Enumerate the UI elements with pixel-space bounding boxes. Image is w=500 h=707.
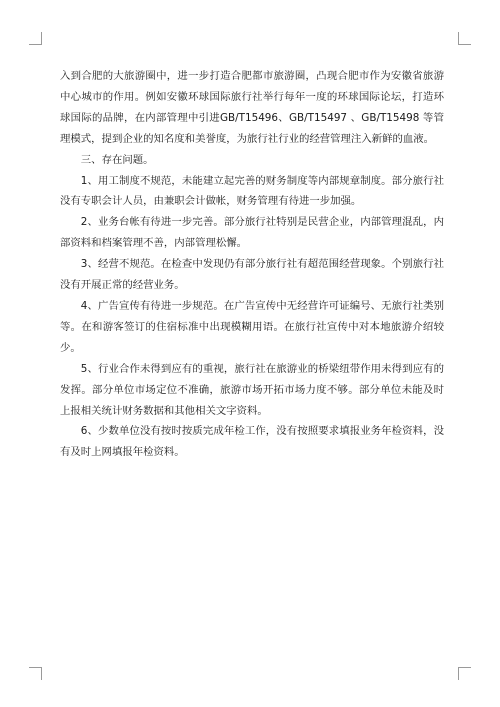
paragraph-continuation: 入到合肥的大旅游圈中，进一步打造合肥都市旅游圈，凸现合肥市作为安徽省旅游中心城市的作用。例如安徽环球国际旅行社举行每年一度的环球国际论坛，打造环球国际的品牌，在内部管理中引进GB/T15496、GB/T15497 、GB/T15498 等管理模式，提到企业的知名度和美誉度，为旅行社行业的经营管理注入新鲜的血液。 [60, 70, 444, 145]
crop-mark-top-right [458, 32, 471, 45]
crop-mark-top-left [29, 32, 42, 45]
paragraph-item-4: 4、广告宣传有待进一步规范。在广告宣传中无经营许可证编号、无旅行社类别等。在和游客签订的住宿标准中出现模糊用语。在旅行社宣传中对本地旅游介绍较少。 [60, 299, 444, 354]
paragraph-item-1: 1、用工制度不规范，未能建立起完善的财务制度等内部规章制度。部分旅行社没有专职会计人员，由兼职会计做帐，财务管理有待进一步加强。 [60, 174, 444, 208]
paragraph-item-3: 3、经营不规范。在检查中发现仍有部分旅行社有超范围经营现象。个别旅行社没有开展正常的经营业务。 [60, 258, 444, 292]
crop-mark-bottom-left [29, 667, 42, 680]
document-body [60, 66, 444, 463]
crop-mark-bottom-right [458, 667, 471, 680]
paragraph-item-5: 5、行业合作未得到应有的重视，旅行社在旅游业的桥梁纽带作用未得到应有的发挥。部分单位市场定位不准确，旅游市场开拓市场力度不够。部分单位未能及时上报相关统计财务数据和其他相关文字资料。 [60, 362, 444, 417]
section-heading: 三、存在问题。 [80, 153, 154, 166]
paragraph-item-6: 6、少数单位没有按时按质完成年检工作，没有按照要求填报业务年检资料，没有及时上网填报年检资料。 [60, 425, 444, 459]
paragraph-item-2: 2、业务台帐有待进一步完善。部分旅行社特别是民营企业，内部管理混乱，内部资料和档案管理不善，内部管理松懈。 [60, 216, 444, 250]
